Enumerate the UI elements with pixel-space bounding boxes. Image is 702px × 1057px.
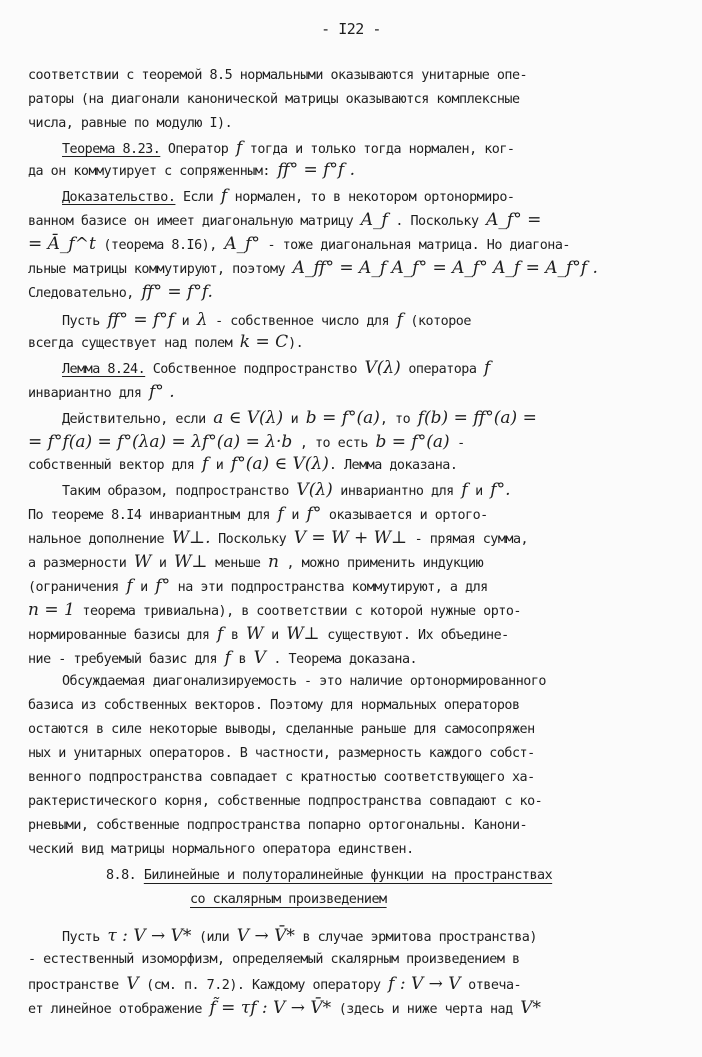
- section-heading: [106, 866, 552, 886]
- math: f(b) = ff°(a) =: [417, 408, 537, 428]
- text: в: [230, 652, 254, 667]
- text-line: [28, 816, 527, 836]
- math: f: [224, 648, 231, 668]
- text: базиса из собственных векторов. Поэтому для нормальных операторов: [28, 698, 520, 713]
- text: - тоже диагональная матрица. Но диагона-: [259, 238, 570, 253]
- text: нальное дополнение: [28, 532, 172, 547]
- text: нормален, то в некотором ортонормиро-: [227, 190, 515, 205]
- text: Собственное подпространство: [145, 362, 365, 377]
- math: V: [126, 974, 139, 994]
- math: V(λ): [296, 480, 333, 500]
- text-line: [62, 480, 511, 502]
- text: -: [449, 436, 465, 451]
- text-line: [62, 672, 546, 692]
- math: τ : V → V*: [107, 926, 192, 946]
- text: Следовательно,: [28, 286, 142, 301]
- text-line: [28, 696, 520, 716]
- text: По теореме 8.I4 инвариантным для: [28, 508, 278, 523]
- math: ff° = f°f .: [277, 160, 356, 180]
- text-line: [28, 624, 509, 646]
- text-line: [28, 332, 303, 354]
- math: V = W + W⊥: [293, 528, 408, 548]
- text-line: [28, 998, 541, 1020]
- math: W⊥.: [171, 528, 211, 548]
- text: Если: [175, 190, 221, 205]
- theorem-line: [62, 138, 514, 160]
- math: V → V̄*: [236, 926, 295, 946]
- text: инвариантно для: [28, 386, 149, 401]
- text: ние - требуемый базис для: [28, 652, 225, 667]
- math: a ∈ V(λ): [213, 408, 284, 428]
- math: ff° = f°f.: [141, 282, 213, 302]
- text: оператора: [400, 362, 484, 377]
- text: , то есть: [292, 436, 376, 451]
- text-line: [28, 160, 355, 182]
- text: и: [151, 556, 175, 571]
- text: (теорема 8.I6),: [95, 238, 225, 253]
- math: b = f°(a): [305, 408, 380, 428]
- math: = Ā_f^t: [28, 234, 96, 254]
- math: f: [461, 480, 468, 500]
- math: A_f°: [224, 234, 260, 254]
- text-line: [28, 66, 527, 86]
- text: Пусть: [62, 930, 108, 945]
- text-line: [28, 648, 417, 670]
- text-line: [28, 282, 213, 304]
- math: f°(a) ∈ V(λ): [230, 454, 329, 474]
- text: (ограничения: [28, 580, 127, 595]
- text: (см. п. 7.2). Каждому оператору: [138, 978, 389, 993]
- text-line: [28, 382, 175, 404]
- text-line: [28, 528, 528, 550]
- theorem-label: Теорема 8.23.: [62, 142, 161, 157]
- lemma-line: [62, 358, 490, 380]
- text-line: [28, 504, 488, 526]
- text: Действительно, если: [62, 412, 214, 427]
- text-line: [28, 950, 520, 970]
- text: а размерности: [28, 556, 134, 571]
- text: остаются в силе некоторые выводы, сделанные раньше для самосопряжен: [28, 722, 535, 737]
- text-line: [28, 744, 535, 764]
- text: существуют. Их объедине-: [319, 628, 509, 643]
- math: = f°f(a) = f°(λa) = λf°(a) = λ·b: [28, 432, 293, 452]
- text: соответствии с теоремой 8.5 нормальными оказываются унитарные опе-: [28, 68, 528, 83]
- text: (или: [191, 930, 237, 945]
- text: меньше: [207, 556, 269, 571]
- text: всегда существует над полем: [28, 336, 240, 351]
- text-line: [28, 600, 521, 622]
- text-line: [28, 720, 535, 740]
- math: n = 1: [28, 600, 75, 620]
- text-line: [28, 974, 521, 996]
- math: f: [126, 576, 133, 596]
- text: рневыми, собственные подпространства попарно ортогональны. Канони-: [28, 818, 528, 833]
- section-heading-cont: [190, 890, 387, 910]
- text: Пусть: [62, 314, 108, 329]
- text: (которое: [402, 314, 471, 329]
- text: , то: [379, 412, 418, 427]
- text-line: [28, 840, 414, 860]
- text-line: [28, 768, 535, 788]
- text: , можно применить индукцию: [278, 556, 484, 571]
- text: в: [223, 628, 247, 643]
- math: W⊥: [174, 552, 208, 572]
- section-number: 8.8.: [106, 868, 137, 883]
- text: Поскольку: [210, 532, 294, 547]
- text: и: [208, 458, 231, 473]
- math: A_f: [360, 210, 388, 230]
- math: W⊥: [286, 624, 320, 644]
- text: собственный вектор для: [28, 458, 202, 473]
- math: n: [268, 552, 279, 572]
- page-number: - I22 -: [321, 20, 381, 38]
- math: b = f°(a): [375, 432, 450, 452]
- text: Таким образом, подпространство: [62, 484, 297, 499]
- text: нормированные базисы для: [28, 628, 218, 643]
- math: f: [220, 186, 228, 206]
- text: раторы (на диагонали канонической матрицы оказываются комплексные: [28, 92, 520, 107]
- text: Обсуждаемая диагонализируемость - это наличие ортонормированного: [62, 674, 546, 689]
- text: - собственное число для: [207, 314, 397, 329]
- math: f°: [155, 576, 171, 596]
- text-line: [62, 408, 537, 430]
- text-line: [28, 552, 483, 574]
- math: A_f° =: [486, 210, 542, 230]
- math: V: [253, 648, 266, 668]
- text-line: [62, 310, 471, 332]
- math: λ: [196, 310, 208, 330]
- math: f: [396, 310, 403, 330]
- text: ет линейное отображение: [28, 1002, 210, 1017]
- text: . Теорема доказана.: [265, 652, 418, 667]
- text-line: [28, 114, 232, 134]
- text-line: [28, 576, 488, 598]
- text: - естественный изоморфизм, определяемый скалярным произведением в: [28, 952, 520, 967]
- text: и: [283, 412, 306, 427]
- text: инвариантно для: [332, 484, 462, 499]
- math: V(λ): [364, 358, 401, 378]
- text: и: [467, 484, 491, 499]
- section-title: Билинейные и полуторалинейные функции на пространствах: [143, 868, 553, 883]
- text: ванном базисе он имеет диагональную матрицу: [28, 214, 361, 229]
- math: f°.: [490, 480, 511, 500]
- text-line: [28, 792, 542, 812]
- math: f: [484, 358, 491, 378]
- text-line: [28, 90, 520, 110]
- text: венного подпространства совпадает с кратностью соответствующего ха-: [28, 770, 535, 785]
- text: ных и унитарных операторов. В частности, размерность каждого собст-: [28, 746, 535, 761]
- text: тогда и только тогда нормален, ког-: [242, 142, 515, 157]
- text: ческий вид матрицы нормального оператора единствен.: [28, 842, 414, 857]
- text-line: [28, 234, 570, 256]
- text: льные матрицы коммутируют, поэтому: [28, 262, 293, 277]
- text: пространстве: [28, 978, 127, 993]
- math: f° .: [149, 382, 175, 402]
- proof-line: [62, 186, 514, 208]
- math: V*: [520, 998, 541, 1018]
- text: да он коммутирует с сопряженным:: [28, 164, 278, 179]
- math: W: [246, 624, 264, 644]
- text: рактеристического корня, собственные подпространства совпадают с ко-: [28, 794, 543, 809]
- section-title-cont: со скалярным произведением: [190, 892, 387, 907]
- text-line: [28, 258, 598, 280]
- proof-label: Доказательство.: [62, 190, 176, 205]
- lemma-label: Лемма 8.24.: [62, 362, 146, 377]
- text-line: [28, 432, 465, 454]
- text: в случае эрмитова пространства): [294, 930, 537, 945]
- math: f: [201, 454, 209, 474]
- math: f: [217, 624, 224, 644]
- text-line: [62, 926, 537, 948]
- text: . Лемма доказана.: [328, 458, 458, 473]
- math: W: [133, 552, 152, 572]
- text: - прямая сумма,: [407, 532, 529, 547]
- text: (здесь и ниже черта над: [331, 1002, 521, 1017]
- math: ff° = f°f: [107, 310, 175, 330]
- math: f: [277, 504, 284, 524]
- text: на эти подпространства коммутируют, а для: [170, 580, 488, 595]
- text-line: [28, 210, 541, 232]
- text: . Поскольку: [387, 214, 487, 229]
- math: f̃ = τf : V → V̄*: [209, 998, 332, 1018]
- text: числа, равные по модулю I).: [28, 116, 233, 131]
- text: отвеча-: [460, 978, 522, 993]
- math: A_ff° = A_f A_f° = A_f° A_f = A_f°f .: [292, 258, 598, 278]
- text: теорема тривиальна), в соответствии с которой нужные орто-: [74, 604, 521, 619]
- math: f: [235, 138, 243, 158]
- text: и: [132, 580, 156, 595]
- math: k = C: [239, 332, 289, 352]
- text: Оператор: [160, 142, 236, 157]
- text-line: [28, 454, 457, 476]
- math: f°: [306, 504, 322, 524]
- text: и: [283, 508, 307, 523]
- text: и: [174, 314, 197, 329]
- text: оказывается и ортого-: [321, 508, 488, 523]
- text: ).: [288, 336, 304, 351]
- text: и: [263, 628, 287, 643]
- math: f : V → V: [388, 974, 461, 994]
